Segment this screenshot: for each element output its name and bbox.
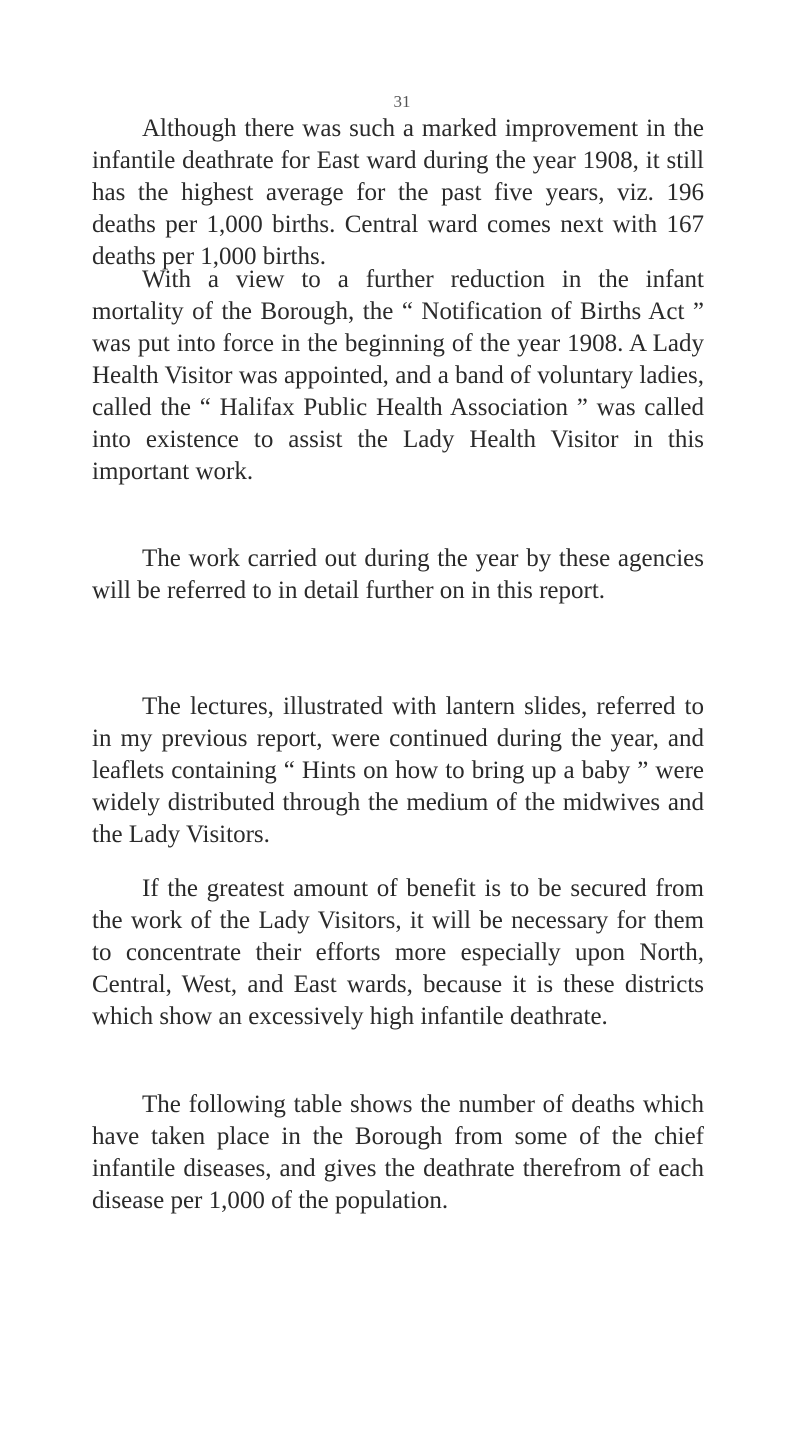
paragraph-east-ward-deathrate: Although there was such a marked improvement in the infantile deathrate for East ward during the year 1908, it still has the highest average for the past five years, viz. 196 deaths per 1,000 births. Central ward comes next with 167 deaths per 1,000 births.	[92, 115, 704, 270]
paragraph-work-carried-out: The work carried out during the year by these agencies will be referred to in detail further on in this report.	[92, 545, 704, 604]
paragraph-lectures-and-leaflets: The lectures, illustrated with lantern slides, referred to in my previous report, were continued during the year, and leaflets containing “ Hints on how to bring up a baby ” were widely distributed through the medium of the midwives and the Lady Visitors.	[92, 693, 704, 848]
paragraph-lady-visitors-focus: If the greatest amount of benefit is to be secured from the work of the Lady Visitors, it will be necessary for them to concentrate their efforts more especially upon North, Central, West, and East wards, because it is these districts which show an excessively high infantile deathrate.	[92, 875, 704, 1030]
page-number: 31	[393, 92, 411, 111]
paragraph-table-introduction: The following table shows the number of deaths which have taken place in the Borough from some of the chief infantile diseases, and gives the deathrate therefrom of each disease per 1,000 of the population.	[92, 1091, 704, 1214]
paragraph-notification-of-births-act: With a view to a further reduction in the infant mortality of the Borough, the “ Notification of Births Act ” was put into force in the beginning of the year 1908. A Lady Health Visitor was appointed, and a band of voluntary ladies, called the “ Halifax Public Health Association ” was called into existence to assist the Lady Health Visitor in this important work.	[92, 266, 704, 485]
